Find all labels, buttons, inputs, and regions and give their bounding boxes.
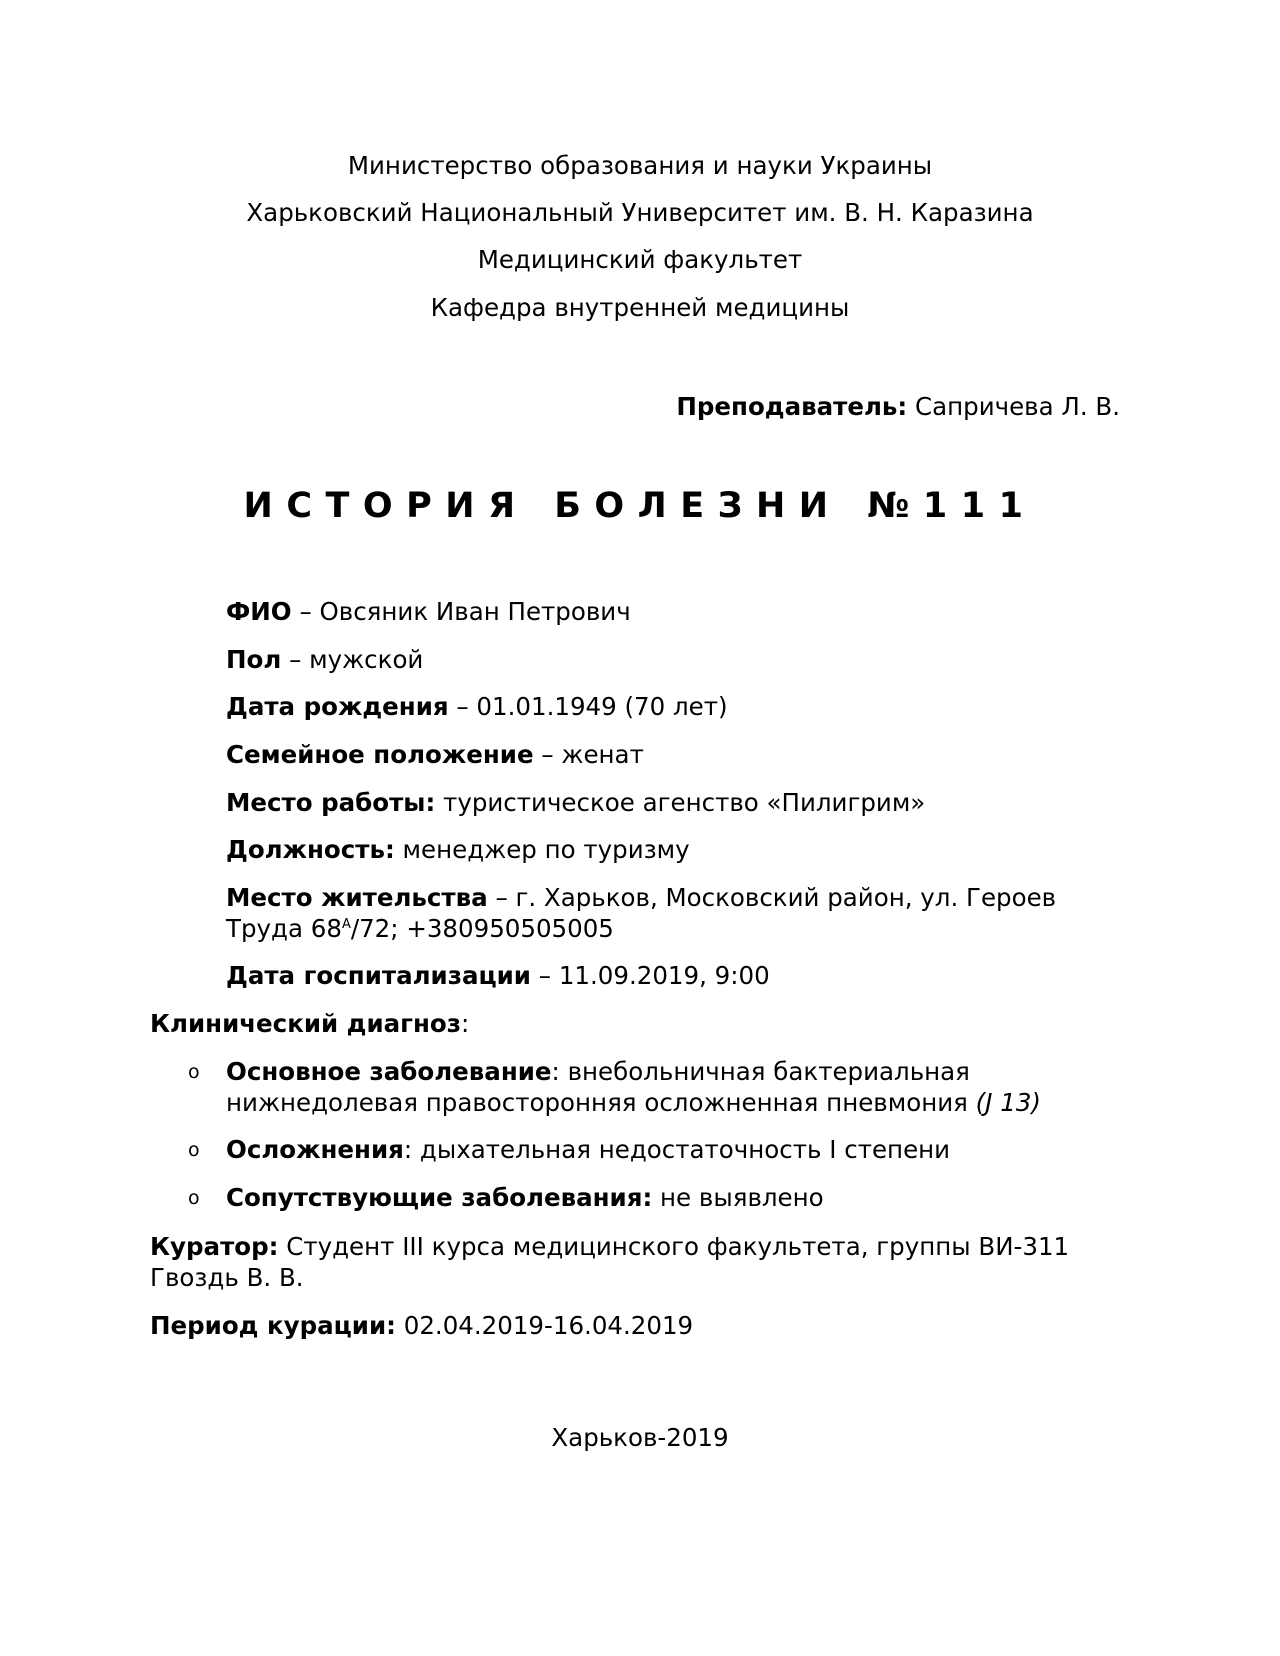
workplace-value: туристическое агенство «Пилигрим» <box>443 788 926 817</box>
curation-period-field <box>150 1310 1100 1341</box>
position-field <box>226 834 1106 865</box>
diagnosis-item-text: : внебольничная бактериальная нижнедолевая правосторонняя осложненная пневмония <box>226 1057 976 1117</box>
diagnosis-item-label: Основное заболевание <box>226 1057 552 1086</box>
ministry-line: Министерство образования и науки Украины <box>347 151 933 180</box>
curation-period-label: Период курации: <box>150 1311 396 1340</box>
curator-label: Куратор: <box>150 1232 279 1261</box>
curator-value: Студент III курса медицинского факультета, группы ВИ-311 Гвоздь В. В. <box>150 1232 1070 1292</box>
teacher-name: Сапричева Л. В. <box>915 392 1120 421</box>
curation-period-value: 02.04.2019-16.04.2019 <box>403 1311 694 1340</box>
patient-sex-field <box>226 644 1106 675</box>
clinical-diagnosis-colon: : <box>460 1009 470 1038</box>
clinical-diagnosis-label: Клинический диагноз <box>150 1009 461 1038</box>
family-status-label: Семейное положение <box>226 740 534 769</box>
hospitalization-date-value: – 11.09.2019, 9:00 <box>538 961 770 990</box>
teacher-line <box>676 391 1120 422</box>
teacher-label: Преподаватель: <box>676 392 908 421</box>
residence-value: – г. Харьков, Московский район, ул. Героев Труда 68 <box>226 883 1057 943</box>
residence-label: Место жительства <box>226 883 488 912</box>
clinical-diagnosis-heading <box>150 1008 1100 1039</box>
birth-date-value: – 01.01.1949 (70 лет) <box>456 692 728 721</box>
diagnosis-item-label: Осложнения <box>226 1135 404 1164</box>
patient-name-label: ФИО <box>226 597 292 626</box>
curator-field <box>150 1231 1100 1293</box>
residence-field <box>226 882 1106 944</box>
document-title: ИСТОРИЯ БОЛЕЗНИ №111 <box>243 486 1037 526</box>
diagnosis-item-complications <box>226 1134 1106 1165</box>
diagnosis-item-comorbidities <box>226 1182 1106 1213</box>
position-value: менеджер по туризму <box>402 835 690 864</box>
diagnosis-item-text: : дыхательная недостаточность I степени <box>403 1135 951 1164</box>
diagnosis-item-label: Сопутствующие заболевания: <box>226 1183 653 1212</box>
bullet-icon: o <box>188 1187 200 1209</box>
bullet-icon: o <box>188 1139 200 1161</box>
birth-date-label: Дата рождения <box>226 692 449 721</box>
workplace-field <box>226 787 1106 818</box>
patient-sex-value: – мужской <box>289 645 424 674</box>
city-year: Харьков-2019 <box>551 1423 729 1452</box>
university-line: Харьковский Национальный Университет им. В. Н. Каразина <box>246 198 1034 227</box>
residence-superscript: А <box>341 917 351 932</box>
patient-name-value: – Овсяник Иван Петрович <box>299 597 631 626</box>
position-label: Должность: <box>226 835 395 864</box>
family-status-field <box>226 739 1106 770</box>
patient-sex-label: Пол <box>226 645 282 674</box>
diagnosis-item-text: не выявлено <box>652 1183 824 1212</box>
workplace-label: Место работы: <box>226 788 436 817</box>
department-line: Кафедра внутренней медицины <box>430 293 850 322</box>
hospitalization-date-field <box>226 960 1106 991</box>
diagnosis-item-main <box>226 1056 1106 1118</box>
hospitalization-date-label: Дата госпитализации <box>226 961 531 990</box>
patient-name-field <box>226 596 1106 627</box>
bullet-icon: o <box>188 1061 200 1083</box>
family-status-value: – женат <box>541 740 644 769</box>
residence-value-rest: /72; +380950505005 <box>350 914 614 943</box>
birth-date-field <box>226 691 1106 722</box>
faculty-line: Медицинский факультет <box>477 245 803 274</box>
diagnosis-item-code: (J 13) <box>975 1088 1041 1117</box>
